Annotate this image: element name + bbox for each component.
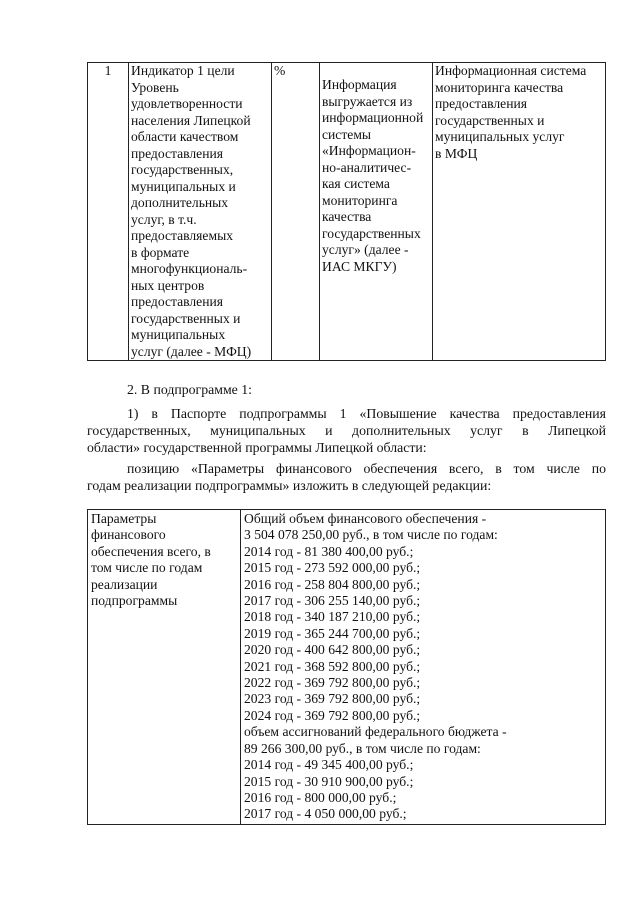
source-line: государственных и (435, 112, 545, 128)
finance-value-line: 2021 год - 368 592 800,00 руб.; (244, 658, 421, 674)
method-line: Информация (322, 77, 397, 92)
finance-key-line: том числе по годам (91, 560, 203, 576)
finance-value-line: 2018 год - 340 187 210,00 руб.; (244, 609, 421, 625)
unit: % (274, 63, 286, 78)
indicator-name-line: государственных и (131, 310, 241, 326)
finance-value-line: 2016 год - 258 804 800,00 руб.; (244, 576, 421, 592)
indicator-name-line: в формате (131, 244, 190, 260)
finance-value-line: 3 504 078 250,00 руб., в том числе по годам: (244, 527, 498, 543)
indicator-name-line: государственных, (131, 162, 234, 177)
finance-value-line: 2014 год - 81 380 400,00 руб.; (244, 543, 414, 559)
finance-value-cell (241, 510, 606, 825)
source-line: предоставления (435, 96, 528, 111)
method-line: «Информацион- (322, 143, 416, 158)
method-line: выгружается из (322, 93, 413, 109)
method-line: но-аналитичес- (322, 159, 412, 175)
method-line: ИАС МКГУ) (322, 258, 397, 274)
finance-value-line: 2019 год - 365 244 700,00 руб.; (244, 625, 421, 641)
indicator-name-line: предоставляемых (131, 228, 233, 243)
finance-value-line: 2017 год - 4 050 000,00 руб.; (244, 806, 407, 822)
indicator-name-line: многофункциональ- (131, 261, 248, 276)
indicator-name-line: населения Липецкой (131, 112, 251, 128)
indicator-name-line: области качеством (131, 129, 239, 144)
paragraph-line: области» государственной программы Липецкой области: (87, 440, 427, 455)
finance-key-line: Параметры (91, 511, 157, 526)
method-line: мониторинга (322, 192, 398, 208)
indicator-name-line: удовлетворенности (131, 96, 243, 111)
paragraph-line: годам реализации подпрограммы» изложить в следующей редакции: (87, 478, 492, 493)
finance-value-line: 2017 год - 306 255 140,00 руб.; (244, 593, 421, 609)
indicator-name-line: дополнительных (131, 195, 229, 210)
indicator-table (87, 62, 606, 361)
indicator-name-line: муниципальных и (131, 178, 236, 194)
method-line: системы (322, 126, 372, 142)
table-row (88, 63, 606, 361)
indicator-name-line: услуг, в т.ч. (131, 211, 197, 227)
finance-value-line: 89 266 300,00 руб., в том числе по годам: (244, 740, 481, 756)
indicator-name-line: Уровень (131, 79, 179, 95)
finance-key-line: финансового (91, 527, 166, 543)
paragraph-line: государственных, муниципальных и дополнительных услуг в Липецкой (87, 423, 606, 438)
finance-value-line: 2023 год - 369 792 800,00 руб.; (244, 691, 421, 707)
finance-value-line: Общий объем финансового обеспечения - (244, 511, 487, 526)
paragraph-text: 2. В подпрограмме 1: (127, 382, 252, 397)
method-line: информационной (322, 110, 424, 125)
finance-value-line: 2014 год - 49 345 400,00 руб.; (244, 757, 414, 773)
finance-value-line: 2015 год - 273 592 000,00 руб.; (244, 560, 421, 576)
finance-key-line: подпрограммы (91, 593, 178, 609)
finance-table (87, 509, 606, 825)
paragraph-passport (87, 405, 606, 456)
source-line: муниципальных услуг (435, 129, 565, 144)
finance-value-line: объем ассигнований федерального бюджета - (244, 724, 507, 740)
unit-cell (272, 63, 320, 361)
finance-key-cell (88, 510, 241, 825)
source-line: мониторинга качества (435, 79, 564, 95)
source-cell (433, 63, 606, 361)
indicator-name-line: Индикатор 1 цели (131, 63, 235, 78)
paragraph-position (87, 460, 606, 494)
finance-value-line: 2022 год - 369 792 800,00 руб.; (244, 675, 421, 691)
method-line: услуг» (далее - (322, 242, 409, 257)
finance-key-line: обеспечения всего, в (91, 543, 211, 559)
indicator-name-line: ных центров (131, 277, 205, 293)
method-line: кая система (322, 176, 390, 191)
finance-value-line: 2020 год - 400 642 800,00 руб.; (244, 642, 421, 658)
finance-value-line: 2016 год - 800 000,00 руб.; (244, 789, 397, 805)
paragraph-subprogram (87, 381, 606, 398)
indicator-name-line: муниципальных (131, 327, 226, 342)
table-row (88, 510, 606, 825)
method-line: качества (322, 209, 372, 224)
source-line: в МФЦ (435, 145, 478, 161)
finance-key-line: реализации (91, 576, 158, 592)
finance-value-line: 2024 год - 369 792 800,00 руб.; (244, 707, 421, 723)
indicator-name-line: услуг (далее - МФЦ) (131, 343, 252, 359)
method-line: государственных (322, 225, 421, 241)
row-number-cell (88, 63, 129, 361)
indicator-name-line: предоставления (131, 294, 224, 309)
row-number: 1 (104, 63, 112, 78)
paragraph-line: позицию «Параметры финансового обеспечения всего, в том числе по (127, 461, 606, 476)
paragraph-line: 1) в Паспорте подпрограммы 1 «Повышение качества предоставления (127, 406, 606, 421)
method-cell (320, 63, 433, 361)
indicator-name-cell (129, 63, 272, 361)
source-line: Информационная система (435, 63, 587, 78)
finance-value-line: 2015 год - 30 910 900,00 руб.; (244, 773, 414, 789)
indicator-name-line: предоставления (131, 145, 224, 161)
